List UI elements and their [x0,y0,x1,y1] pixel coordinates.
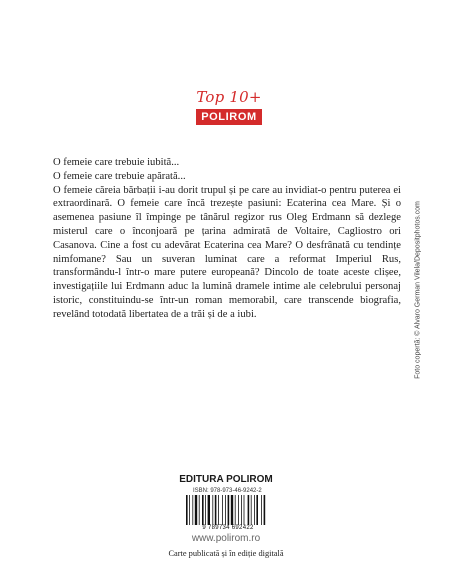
blurb-line: O femeie care trebuie apărată... [53,170,186,182]
polirom-badge: POLIROM [196,109,262,125]
barcode [186,495,270,525]
publisher-name: EDITURA POLIROM [179,474,273,485]
barcode-digits: 9 789734 692422 [202,525,254,531]
blurb-line: O femeie care trebuie iubită... [53,157,180,168]
series-title: Top 10+ [196,88,262,106]
back-cover-blurb [53,156,401,322]
series-logo [196,88,262,125]
digital-edition-note: Carte publicată și în ediție digitală [168,549,284,558]
publisher-website: www.polirom.ro [191,533,261,544]
isbn-label: ISBN: 978-973-46-9242-2 [193,488,262,494]
cover-photo-credit: Foto copertă: © Alvaro German Vilela/Depositphotos.com [414,201,422,379]
blurb-paragraph: O femeie căreia bărbații i-au dorit trupul și pe care au invidiat-o pentru puterea ei extraordinară. O femeie care încă trezește pasiuni: Ecaterina cea Mare. Și o asemenea pasiune îl împinge pe tânărul regizor rus Oleg Erdmann să dezlege misterul care o înconjoară pe țarina admirată de Voltaire, Cagliostro ori Casanova. Cine a fost cu adevărat Ecaterina cea Mare? O desfrânată cu tendințe nimfomane? Sau un suveran luminat care a reformat Imperiul Rus, transformându-l într-o mare putere europeană? Dincolo de toate aceste clișee, investigațiile lui Erdmann aduc la lumină dramele intime ale celebrului personaj istoric, constituindu-se într-un roman memorabil, care transcende biografia, revelând totodată libertatea de a trăi și de a iubi. [53,184,401,320]
